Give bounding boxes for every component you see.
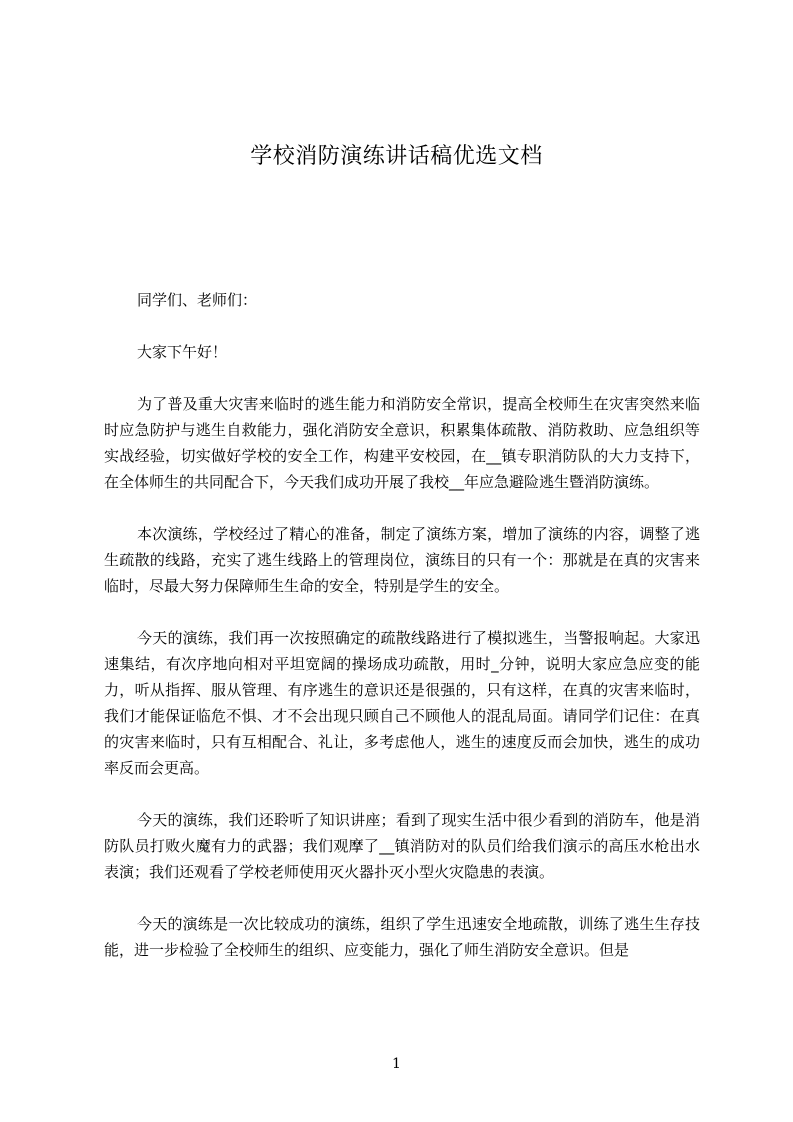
- body-paragraph: 为了普及重大灾害来临时的逃生能力和消防安全常识，提高全校师生在灾害突然来临时应急防护与逃生自救能力，强化消防安全意识，积累集体疏散、消防救助、应急组织等实战经验，切实做好学校的安全工作，构建平安校园，在__镇专职消防队的大力支持下，在全体师生的共同配合下，今天我们成功开展了我校__年应急避险逃生暨消防演练。: [104, 395, 700, 491]
- document-title: 学校消防演练讲话稿优选文档: [250, 144, 543, 169]
- body-paragraph: 今天的演练是一次比较成功的演练，组织了学生迅速安全地疏散，训练了逃生生存技能，进一步检验了全校师生的组织、应变能力，强化了师生消防安全意识。但是: [104, 915, 700, 959]
- page-number: 1: [392, 1056, 401, 1072]
- salutation-paragraph: 同学们、老师们：: [137, 291, 258, 309]
- greeting-paragraph: 大家下午好！: [137, 343, 228, 361]
- body-paragraph: 今天的演练，我们再一次按照确定的疏散线路进行了模拟逃生，当警报响起。大家迅速集结，有次序地向相对平坦宽阔的操场成功疏散，用时_分钟，说明大家应急应变的能力，听从指挥、服从管理、有序逃生的意识还是很强的，只有这样，在真的灾害来临时，我们才能保证临危不惧、才不会出现只顾自己不顾他人的混乱局面。请同学们记住：在真的灾害来临时，只有互相配合、礼让，多考虑他人，逃生的速度反而会加快，逃生的成功率反而会更高。: [104, 629, 700, 777]
- document-body: [104, 287, 700, 963]
- body-paragraph: 今天的演练，我们还聆听了知识讲座；看到了现实生活中很少看到的消防车，他是消防队员打败火魔有力的武器；我们观摩了__镇消防对的队员们给我们演示的高压水枪出水表演；我们还观看了学校老师使用灭火器扑灭小型火灾隐患的表演。: [104, 811, 700, 881]
- body-paragraph: 本次演练，学校经过了精心的准备，制定了演练方案，增加了演练的内容，调整了逃生疏散的线路，充实了逃生线路上的管理岗位，演练目的只有一个：那就是在真的灾害来临时，尽最大努力保障师生生命的安全，特别是学生的安全。: [104, 525, 700, 595]
